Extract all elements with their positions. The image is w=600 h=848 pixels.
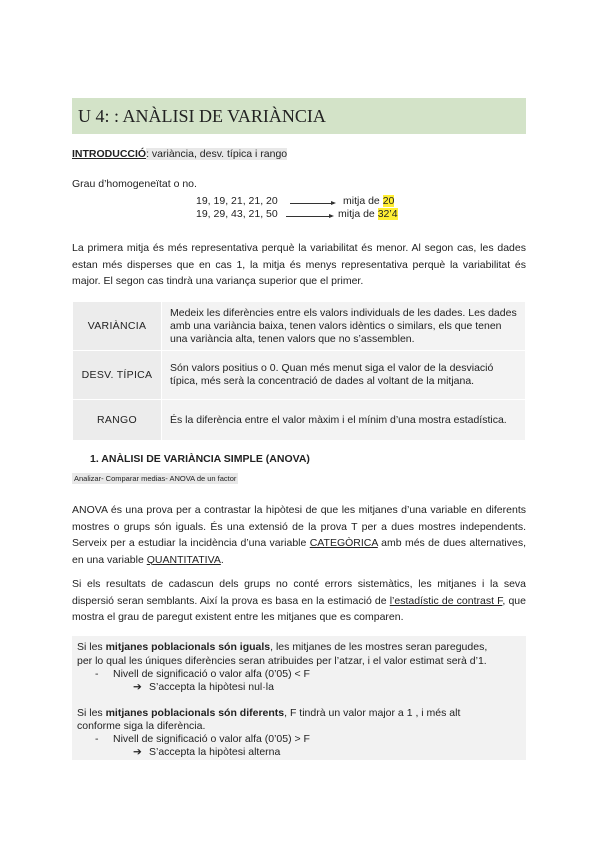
example-mean-2: mitja de 32’4 <box>338 208 398 220</box>
intro-line <box>72 148 287 160</box>
example-mean-1: mitja de 20 <box>343 195 395 207</box>
box-line-3: Si les mitjanes poblacionals són diferents, F tindrà un valor major a 1 , i més alt <box>77 707 461 719</box>
box-item-2: Nivell de significació o valor alfa (0’05) > F <box>113 733 310 745</box>
example-mean-value-2: 32’4 <box>377 208 398 220</box>
box-line-1: Si les mitjanes poblacionals són iguals, les mitjanes de les mostres seran paregudes, <box>77 641 488 653</box>
dash-2: - <box>95 733 99 745</box>
term-rango: RANGO <box>73 400 162 441</box>
table-row <box>73 302 526 351</box>
desc-desv-tipica: Són valors positius o 0. Quan més menut siga el valor de la desviació típica, més serà la concentració de dades al voltant de la mitjana. <box>162 351 526 400</box>
arrow-icon: ➔ <box>133 746 142 758</box>
page-title: U 4: : ANÀLISI DE VARIÀNCIA <box>72 98 526 134</box>
paragraph-variability: La primera mitja és més representativa perquè la variabilitat és menor. Al segon cas, les dades estan més disperses que en cas 1, la mitja és menys representativa perquè la variabilitat és major. El segon cas tindrà una variança superior que el primer. <box>72 242 526 287</box>
bold-iguals: mitjanes poblacionals són iguals <box>105 641 271 653</box>
box-item-1: Nivell de significació o valor alfa (0’05) < F <box>113 668 310 680</box>
example-values-2: 19, 29, 43, 21, 50 <box>196 208 278 220</box>
example-mean-value-1: 20 <box>382 195 395 207</box>
desc-rango: És la diferència entre el valor màxim i el mínim d’una mostra estadística. <box>162 400 526 441</box>
box-result-1: S’accepta la hipòtesi nul·la <box>149 681 274 693</box>
example-arrow-2 <box>286 216 332 217</box>
section-heading: 1. ANÀLISI DE VARIÀNCIA SIMPLE (ANOVA) <box>90 453 310 465</box>
term-quantitativa: QUANTITATIVA <box>146 553 221 566</box>
box-line-4: conforme siga la diferència. <box>77 720 206 732</box>
desc-variancia: Medeix les diferències entre els valors individuals de les dades. Les dades amb una variància baixa, tenen valors idèntics o similars, els que tenen una variància alta, tenen valors que no s’assemblen. <box>162 302 526 351</box>
box-result-2: S’accepta la hipòtesi alterna <box>149 746 281 758</box>
dash-1: - <box>95 668 99 680</box>
term-variancia: VARIÀNCIA <box>73 302 162 351</box>
intro-text: : variància, desv. típica i rango <box>146 148 288 160</box>
paragraph-anova: ANOVA és una prova per a contrastar la hipòtesi de que les mitjanes d’una variable en diferents mostres o grups són iguals. És una extensió de la prova T per a dues mostres independents. Serveix per a estudiar la incidència d’una variable CATEGÒRICA amb més de dues alternatives, en una variable QUANTITATIVA. <box>72 504 526 566</box>
example-arrow-1 <box>290 203 334 204</box>
definitions-table <box>72 301 526 441</box>
example-values-1: 19, 19, 21, 21, 20 <box>196 195 278 207</box>
intro-label: INTRODUCCIÓ <box>72 148 147 160</box>
box-line-2: per lo qual les úniques diferències seran atribuides per l’atzar, i el valor estimat serà d’1. <box>77 655 487 667</box>
term-categorica: CATEGÒRICA <box>309 537 378 549</box>
table-row <box>73 351 526 400</box>
menu-path: Analizar- Comparar medias- ANOVA de un factor <box>74 474 237 483</box>
paragraph-f-statistic: Si els resultats de cadascun dels grups no conté errors sistemàtics, les mitjanes i la seva dispersió seran semblants. Així la prova es basa en la estimació de l’estadístic de contrast F, que mostra el grau de paregut existent entre les mitjanes que es comparen. <box>72 578 526 623</box>
term-estadistic-f: l’estadístic de contrast F <box>389 594 503 607</box>
arrow-icon: ➔ <box>133 681 142 693</box>
term-desv-tipica: DESV. TÍPICA <box>73 351 162 400</box>
bold-diferents: mitjanes poblacionals són diferents <box>105 707 285 719</box>
table-row <box>73 400 526 441</box>
grau-line: Grau d’homogeneïtat o no. <box>72 178 197 190</box>
